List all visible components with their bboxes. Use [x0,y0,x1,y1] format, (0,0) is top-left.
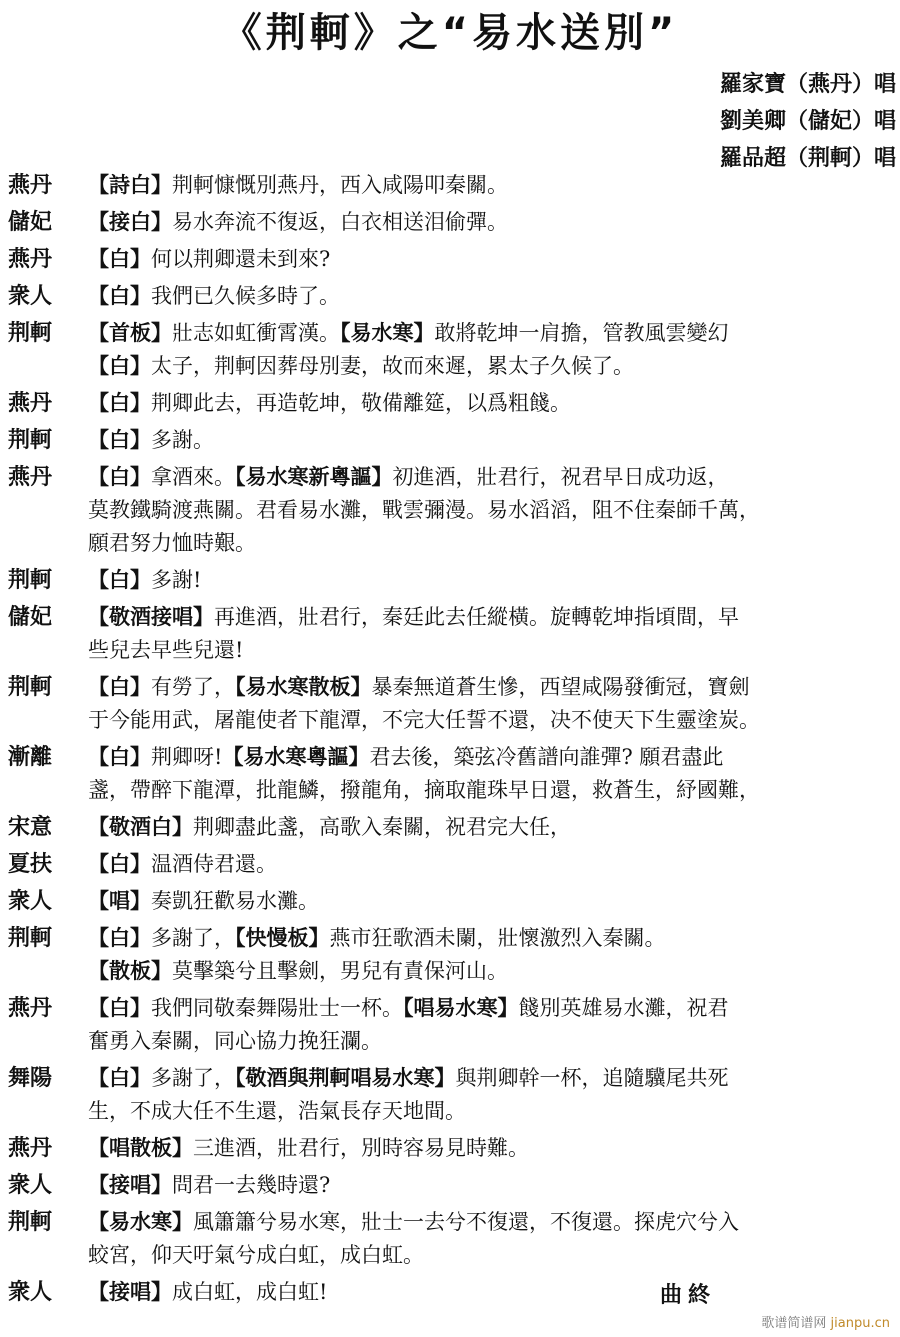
script-row [8,170,893,201]
dialogue-lines [88,923,893,987]
speaker-name: 衆人 [8,1280,53,1305]
speaker-name: 荆軻 [8,1210,53,1235]
dialogue-line: 【接白】易水奔流不復返，白衣相送泪偷彈。 [88,210,508,234]
dialogue-lines [88,565,893,596]
tune-tag: 【白】 [88,926,151,950]
tune-tag: 【白】 [88,1066,151,1090]
watermark-en: jianpu.cn [830,1316,890,1331]
dialogue-lines [88,742,893,806]
dialogue-lines [88,1277,893,1308]
script-row [8,281,893,312]
tune-tag: 【白】 [88,568,151,592]
tune-tag: 【白】 [88,354,151,378]
script-body [8,170,893,1314]
script-row [8,318,893,382]
tune-tag: 【唱】 [88,889,151,913]
dialogue-line: 【唱散板】三進酒，壯君行，別時容易見時難。 [88,1136,529,1160]
tune-tag: 【唱散板】 [88,1136,193,1160]
dialogue-lines [88,170,893,201]
dialogue-line: 【白】太子，荆軻因葬母別妻，故而來遲，累太子久候了。 [88,354,634,378]
dialogue-lines [88,672,893,736]
script-row [8,207,893,238]
script-row [8,1063,893,1127]
tune-tag: 【白】 [88,247,151,271]
tune-tag: 【白】 [88,465,151,489]
speaker-name: 荆軻 [8,675,53,700]
dialogue-line: 【白】温酒侍君還。 [88,852,277,876]
page-title: 《荆軻》之“易水送別” [221,10,679,56]
script-row [8,462,893,559]
script-row [8,602,893,666]
tune-tag: 【白】 [88,852,151,876]
script-row [8,993,893,1057]
dialogue-line: 于今能用武，屠龍使者下龍潭，不完大任誓不還，决不使天下生靈塗炭。 [88,708,760,732]
dialogue-line: 願君努力恤時艱。 [88,531,256,555]
tune-tag: 【易水寒】 [88,1210,193,1234]
dialogue-line: 些兒去早些兒還! [88,638,244,662]
tune-tag: 【白】 [88,745,151,769]
dialogue-lines [88,244,893,275]
tune-tag: 【散板】 [88,959,172,983]
dialogue-line: 【白】荆卿呀!【易水寒粵謳】君去後，築弦冷舊譜向誰彈? 願君盡此 [88,745,724,769]
script-row [8,1133,893,1164]
script-row [8,1277,893,1308]
speaker-name: 衆人 [8,1173,53,1198]
speaker-name: 舞陽 [8,1066,53,1091]
speaker-name: 衆人 [8,284,53,309]
dialogue-line: 【敬酒白】荆卿盡此盞，高歌入秦關，祝君完大任， [88,815,571,839]
speaker-name: 荆軻 [8,926,53,951]
script-row [8,672,893,736]
tune-tag: 【唱易水寒】 [403,996,519,1020]
dialogue-lines [88,993,893,1057]
cast-list [720,66,896,177]
dialogue-line: 盞，帶醉下龍潭，批龍鱗，撥龍角，摘取龍珠早日還，救蒼生，紓國難， [88,778,760,802]
speaker-name: 燕丹 [8,996,53,1021]
script-row [8,565,893,596]
tune-tag: 【詩白】 [88,173,172,197]
speaker-name: 荆軻 [8,321,53,346]
dialogue-line: 【白】我們同敬秦舞陽壯士一杯。【唱易水寒】餞別英雄易水灘，祝君 [88,996,729,1020]
script-row [8,425,893,456]
speaker-name: 燕丹 [8,465,53,490]
script-row [8,742,893,806]
cast-line: 羅家寶（燕丹）唱 [719,72,896,97]
script-row [8,812,893,843]
tune-tag: 【白】 [88,284,151,308]
dialogue-lines [88,388,893,419]
dialogue-line: 奮勇入秦關，同心協力挽狂瀾。 [88,1029,382,1053]
speaker-name: 儲妃 [8,210,53,235]
site-watermark [761,1312,890,1331]
tune-tag: 【敬酒白】 [88,815,193,839]
cast-line: 劉美卿（儲妃）唱 [719,109,896,134]
tune-tag: 【敬酒與荆軻唱易水寒】 [235,1066,456,1090]
dialogue-line: 生，不成大任不生還，浩氣長存天地間。 [88,1099,466,1123]
tune-tag: 【白】 [88,391,151,415]
dialogue-line: 莫教鐵騎渡燕關。君看易水灘，戰雲彌漫。易水滔滔，阻不住秦師千萬， [88,498,760,522]
dialogue-line: 【白】我們已久候多時了。 [88,284,340,308]
cast-line: 羅品超（荆軻）唱 [719,146,896,171]
tune-tag: 【敬酒接唱】 [88,605,214,629]
tune-tag: 【白】 [88,675,151,699]
tune-tag: 【快慢板】 [235,926,330,950]
dialogue-line: 【白】何以荆卿還未到來? [88,247,331,271]
speaker-name: 燕丹 [8,173,53,198]
script-row [8,886,893,917]
speaker-name: 燕丹 [8,391,53,416]
dialogue-line: 【白】多謝。 [88,428,214,452]
dialogue-lines [88,1133,893,1164]
dialogue-lines [88,281,893,312]
dialogue-line: 【接唱】成白虹，成白虹! [88,1280,328,1304]
script-row [8,923,893,987]
tune-tag: 【易水寒粵謳】 [222,745,370,769]
script-row [8,1170,893,1201]
tune-tag: 【易水寒】 [340,321,435,345]
tune-tag: 【接白】 [88,210,172,234]
dialogue-lines [88,602,893,666]
tune-tag: 【接唱】 [88,1280,172,1304]
speaker-name: 衆人 [8,889,53,914]
dialogue-line: 【易水寒】風簫簫兮易水寒，壯士一去兮不復還，不復還。探虎穴兮入 [88,1210,739,1234]
speaker-name: 荆軻 [8,428,53,453]
dialogue-line: 【白】拿酒來。【易水寒新粵謳】初進酒，壯君行，祝君早日成功返， [88,465,729,489]
script-row [8,849,893,880]
dialogue-line: 【白】多謝了，【快慢板】燕市狂歌酒未闌，壯懷激烈入秦關。 [88,926,666,950]
dialogue-lines [88,1207,893,1271]
tune-tag: 【白】 [88,428,151,452]
end-mark: 曲終 [660,1283,717,1308]
tune-tag: 【易水寒新粵謳】 [235,465,393,489]
speaker-name: 荆軻 [8,568,53,593]
speaker-name: 燕丹 [8,1136,53,1161]
dialogue-line: 【白】有勞了，【易水寒散板】暴秦無道蒼生慘，西望咸陽發衝冠，寶劍 [88,675,750,699]
dialogue-lines [88,849,893,880]
dialogue-line: 【詩白】荆軻慷慨別燕丹，西入咸陽叩秦關。 [88,173,508,197]
speaker-name: 儲妃 [8,605,53,630]
speaker-name: 漸離 [8,745,53,770]
dialogue-lines [88,1170,893,1201]
speaker-name: 宋意 [8,815,53,840]
tune-tag: 【易水寒散板】 [235,675,372,699]
dialogue-line: 【白】荆卿此去，再造乾坤，敬備離筵，以爲粗餞。 [88,391,571,415]
dialogue-line: 【首板】壯志如虹衝霄漢。【易水寒】敢將乾坤一肩擔，管教風雲變幻 [88,321,729,345]
dialogue-lines [88,462,893,559]
tune-tag: 【首板】 [88,321,172,345]
tune-tag: 【接唱】 [88,1173,172,1197]
tune-tag: 【白】 [88,996,151,1020]
speaker-name: 燕丹 [8,247,53,272]
dialogue-lines [88,207,893,238]
script-row [8,388,893,419]
dialogue-line: 【白】多謝了，【敬酒與荆軻唱易水寒】與荆卿幹一杯，追隨驥尾共死 [88,1066,729,1090]
dialogue-lines [88,318,893,382]
dialogue-line: 【散板】莫擊築兮且擊劍，男兒有責保河山。 [88,959,508,983]
dialogue-lines [88,886,893,917]
speaker-name: 夏扶 [8,852,53,877]
dialogue-lines [88,1063,893,1127]
watermark-cn: 歌谱简谱网 [761,1316,827,1331]
dialogue-line: 【白】多謝! [88,568,202,592]
dialogue-line: 【接唱】問君一去幾時還? [88,1173,331,1197]
dialogue-lines [88,425,893,456]
dialogue-line: 【唱】奏凱狂歡易水灘。 [88,889,319,913]
script-row [8,244,893,275]
dialogue-line: 【敬酒接唱】再進酒，壯君行，秦廷此去任縱橫。旋轉乾坤指頃間，早 [88,605,739,629]
script-row [8,1207,893,1271]
dialogue-lines [88,812,893,843]
dialogue-line: 蛟宮，仰天吁氣兮成白虹，成白虹。 [88,1243,424,1267]
